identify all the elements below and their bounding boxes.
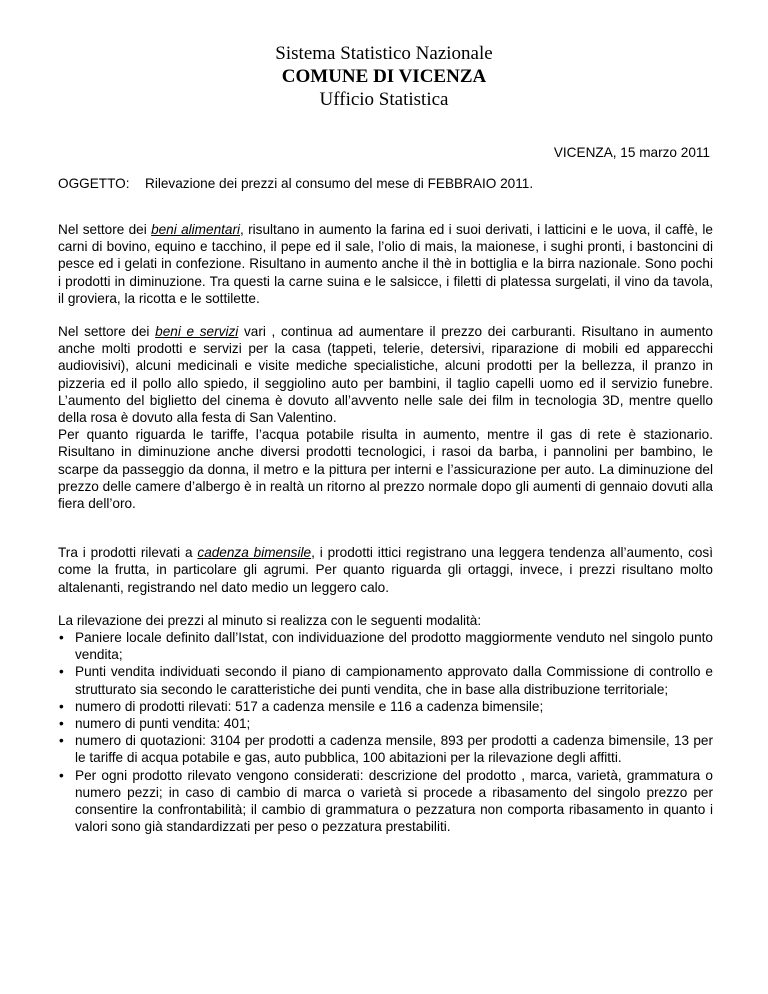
letterhead-line-comune: COMUNE DI VICENZA [281, 66, 487, 87]
paragraph-bimonthly-intro: Tra i prodotti rilevati a [58, 545, 198, 561]
letterhead [0, 42, 768, 111]
list-item [58, 732, 713, 766]
bullet-icon: • [59, 767, 64, 783]
paragraph-goods-text: vari , continua ad aumentare il prezzo dei carburanti. Risultano in aumento anche molti prodotti e servizi per la casa (tappeti, telerie, detersivi, riparazione di mobili ed apparecchi audiovisivi), alcuni medicinali e visite mediche specialistiche, alcuni prodotti per la bellezza, il pranzo in pizzeria ed il pollo allo spiedo, il seggiolino auto per bambini, il taglio capelli uomo ed il servizio funebre. L’aumento del biglietto del cinema è dovuto all’avvento nelle sale dei film in tecnologia 3D, mentre quello della rosa è dovuto alla festa di San Valentino. [58, 324, 713, 426]
list-item [58, 663, 713, 697]
list-item-text: numero di punti vendita: 401; [75, 716, 251, 732]
subject-text: Rilevazione dei prezzi al consumo del mese di FEBBRAIO 2011. [145, 176, 534, 191]
list-item [58, 629, 713, 663]
subject-label: OGGETTO: [58, 176, 130, 191]
subject-line [58, 175, 718, 192]
paragraph-food-intro: Nel settore dei [58, 222, 152, 237]
list-item [58, 715, 713, 732]
paragraph-tariffs: Per quanto riguarda le tariffe, l’acqua potabile risulta in aumento, mentre il gas di rete è stazionario. Risultano in diminuzione anche diversi prodotti tecnologici, i rasoi da barba, i pannolini per bambino, le scarpe da passeggio da donna, il metro e la pittura per interni e l’assicurazione per auto. La diminuzione del prezzo delle camere d’albergo è in realtà un ritorno al prezzo normale dopo gli aumenti di gennaio dovuti alla fiera dell’oro. [58, 427, 713, 512]
paragraph-goods-intro: Nel settore dei [58, 324, 156, 340]
list-item-text: Per ogni prodotto rilevato vengono considerati: descrizione del prodotto , marca, varietà, grammatura o numero pezzi; in caso di cambio di marca o varietà si procede a ribasamento del singolo prezzo per consentire la confrontabilità; il cambio di grammatura o pezzatura non comporta ribasamento in quanto i valori sono già standardizzati per peso o pezzatura prestabiliti. [75, 767, 713, 835]
list-item-text: Punti vendita individuati secondo il piano di campionamento approvato dalla Commissione di controllo e strutturato sia secondo le caratteristiche dei punti vendita, che in base alla distribuzione territoriale; [75, 664, 713, 697]
bullet-icon: • [59, 698, 64, 714]
paragraph-bimonthly [58, 544, 713, 596]
list-item [58, 698, 713, 715]
bullet-icon: • [59, 716, 64, 732]
methods-section [58, 612, 713, 836]
document-body [58, 221, 713, 836]
paragraph-goods-services [58, 323, 713, 426]
bullet-icon: • [59, 733, 64, 749]
methods-list [58, 629, 713, 835]
document-date: VICENZA, 15 marzo 2011 [553, 145, 710, 160]
bullet-icon: • [59, 630, 64, 646]
list-item [58, 767, 713, 836]
paragraph-goods-keyword: beni e servizi [155, 324, 239, 340]
letterhead-line-office: Ufficio Statistica [319, 89, 449, 110]
paragraph-bimonthly-text: , i prodotti ittici registrano una leggera tendenza all’aumento, così come la frutta, in particolare gli agrumi. Per quanto riguarda gli ortaggi, invece, i prezzi risultano molto altalenanti, registrando nel dato medio un leggero calo. [58, 545, 713, 595]
paragraph-bimonthly-keyword: cadenza bimensile [197, 545, 312, 561]
paragraph-food-text: , risultano in aumento la farina ed i suoi derivati, i latticini e le uova, il caffè, le carni di bovino, equino e tacchino, il pepe ed il sale, l’olio di mais, la maionese, i sughi pronti, i bastoncini di pesce ed i gelati in confezione. Risultano in aumento anche il thè in bottiglia e la birra nazionale. Sono pochi i prodotti in diminuzione. Tra questi la carne suina e le salsicce, i filetti di platessa surgelati, il vino da tavola, il groviera, la ricotta e le sottilette. [58, 222, 713, 306]
paragraph-food [58, 221, 713, 307]
list-item-text: Paniere locale definito dall’Istat, con individuazione del prodotto maggiormente venduto nel singolo punto vendita; [75, 630, 713, 663]
methods-intro: La rilevazione dei prezzi al minuto si realizza con le seguenti modalità: [58, 612, 482, 628]
letterhead-line-system: Sistema Statistico Nazionale [275, 43, 493, 64]
paragraph-food-keyword: beni alimentari [151, 222, 241, 237]
bullet-icon: • [59, 664, 64, 680]
list-item-text: numero di quotazioni: 3104 per prodotti a cadenza mensile, 893 per prodotti a cadenza bimensile, 13 per le tariffe di acqua potabile e gas, auto pubblica, 100 abitazioni per la rilevazione degli affitti. [75, 733, 713, 766]
list-item-text: numero di prodotti rilevati: 517 a cadenza mensile e 116 a cadenza bimensile; [75, 698, 544, 714]
